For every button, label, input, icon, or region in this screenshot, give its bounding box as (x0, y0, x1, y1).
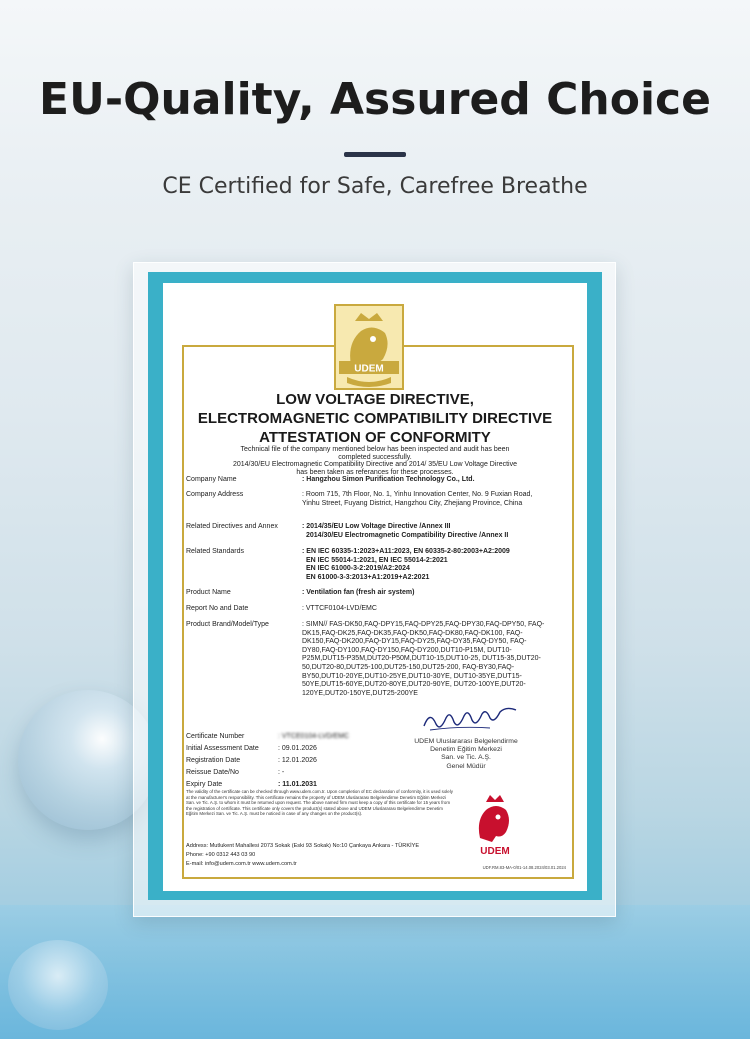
glass-sphere-reflection (8, 940, 108, 1030)
intro-line: 2014/30/EU Electromagnetic Compatibility Directive and 2014/ 35/EU Low Voltage Directive (232, 461, 518, 469)
svg-text:UDEM: UDEM (354, 363, 384, 375)
water-background (0, 905, 750, 1039)
label: Registration Date (186, 757, 241, 764)
value: : Room 715, 7th Floor, No. 1, Yinhu Innovation Center, No. 9 Fuxian Road, Yinhu Street, Fuyang District, Hangzhou City, Zhejiang Province, China (302, 491, 533, 507)
value: : Hangzhou Simon Purification Technology Co., Ltd. (302, 476, 475, 483)
label: Product Brand/Model/Type (186, 621, 269, 628)
intro-line: completed successfully. (338, 453, 412, 461)
standard-line: EN IEC 55014-1:2021, EN IEC 55014-2:2021 (306, 556, 448, 564)
intro-line: Technical file of the company mentioned below has been inspected and audit has been (240, 446, 510, 453)
divider (344, 152, 406, 157)
signatory-line: San. ve Tic. A.Ş. (441, 754, 491, 762)
directive-line: 2014/30/EU Electromagnetic Compatibility Directive /Annex II (306, 531, 509, 539)
signatory-line: UDEM Uluslararası Belgelendirme (414, 738, 518, 745)
certificate-title-line3: ATTESTATION OF CONFORMITY (259, 429, 491, 446)
signatory-block (410, 738, 522, 771)
udem-seal-icon (470, 792, 520, 844)
label: Company Name (186, 476, 237, 483)
label: Related Directives and Annex (186, 523, 278, 530)
address-text: Address: Mutlukent Mahallesi 2073 Sokak (Eski 93 Sokak) No:10 Çankaya Ankara - TÜRKİYE (186, 843, 420, 849)
email-line (186, 861, 466, 868)
phone-line (186, 852, 466, 859)
form-code: UDF.RM.83-MA-0/01-14.08.2024/03.01.2024 (482, 865, 566, 870)
label: Company Address (186, 491, 244, 498)
value: : VTTCF0104-LVD/EMC (302, 605, 377, 612)
headline: EU-Quality, Assured Choice (39, 74, 711, 125)
label: Initial Assessment Date (186, 745, 259, 752)
label: Reissue Date/No (186, 769, 239, 776)
value (302, 523, 556, 540)
standard-line: : EN IEC 60335-1:2023+A11:2023, EN 60335-2-80:2003+A2:2009 (302, 548, 510, 555)
value: : 09.01.2026 (278, 745, 317, 752)
signature (420, 704, 520, 734)
address-line (186, 843, 466, 850)
intro-line: has been taken as referances for these processes. (296, 468, 454, 476)
certificate-title-line1: LOW VOLTAGE DIRECTIVE, (276, 391, 474, 408)
value: : 11.01.2031 (278, 781, 317, 788)
phone-text: Phone: +90 0312 443 03 90 (186, 852, 256, 858)
label: Report No and Date (186, 605, 249, 612)
label: Product Name (186, 589, 231, 596)
value: : Ventilation fan (fresh air system) (302, 589, 415, 596)
certificate-title-line2: ELECTROMAGNETIC COMPATIBILITY DIRECTIVE (197, 410, 553, 427)
fine-print: The validity of the certificate can be checked through www.udem.com.tr. Upon completion of EC declaration of conformity, it is used solely at the manufacturer's responsibility. This certificate remains the property of UDEM Uluslararası Belgelendirme Denetim Eğitim Merkezi San. ve Tic. A.Ş. to whom it must be returned upon request. The above named firm must keep a copy of this certificate for 15 years from the registration of certificate. This certificate only covers the product(s) stated above and UDEM Uluslararası Belgelendirme Denetim Eğitim Merkezi San. ve Tic. A.Ş. must be noticed in case of any changes on the product(s). (186, 789, 453, 816)
certificate-intro (183, 446, 567, 476)
signatory-line: Denetim Eğitim Merkezi (430, 746, 502, 754)
value (302, 548, 556, 582)
value: : SIMN// FAS-DK50,FAQ-DPY15,FAQ-DPY25,FAQ-DPY30,FAQ-DPY50, FAQ-DK15,FAQ-DK25,FAQ-DK35,FAQ-DK50,FAQ-DK80,FAQ-DK100, FAQ-DK150,FAQ-DK200,FAQ-DY15,FAQ-DY25,FAQ-DY35,FAQ-DY50, FAQ-DY80,FAQ-DY100,FAQ-DY150,FAQ-DY200,DUT10-P15M, DUT10-P25M,DUT15-P35M,DUT20-P50M,DUT10-15,DUT10-25, DUT15-35,DUT20-50,DUT20-80,DUT25-100,DUT25-150,DUT25-200, FAQ-BY30,FAQ-BY50,DUT10-20YE,DUT10-25YE,DUT10-30YE, DUT10-35YE,DUT15-50YE,DUT15-60YE,DUT20-80YE,DUT20-90YE, DUT20-100YE,DUT20-120YE,DUT20-150YE,DUT25-200YE (302, 621, 545, 697)
email-text: E-mail: info@udem.com.tr www.udem.com.tr (186, 861, 297, 867)
standard-line: EN IEC 61000-3-2:2019/A2:2024 (306, 565, 410, 573)
label: Related Standards (186, 548, 244, 555)
label: Certificate Number (186, 733, 245, 740)
value: : 12.01.2026 (278, 757, 317, 764)
udem-logo (333, 303, 405, 391)
directive-line: : 2014/35/EU Low Voltage Directive /Annex III (302, 523, 451, 530)
udem-seal-text: UDEM (480, 846, 510, 857)
standard-line: EN 61000-3-3:2013+A1:2019+A2:2021 (306, 573, 430, 581)
value: : - (278, 769, 285, 776)
label: Expiry Date (186, 781, 223, 788)
signatory-line: Genel Müdür (446, 762, 486, 770)
value: : VTCE0104-LVD/EMC (278, 733, 350, 740)
subheadline: CE Certified for Safe, Carefree Breathe (162, 174, 588, 199)
